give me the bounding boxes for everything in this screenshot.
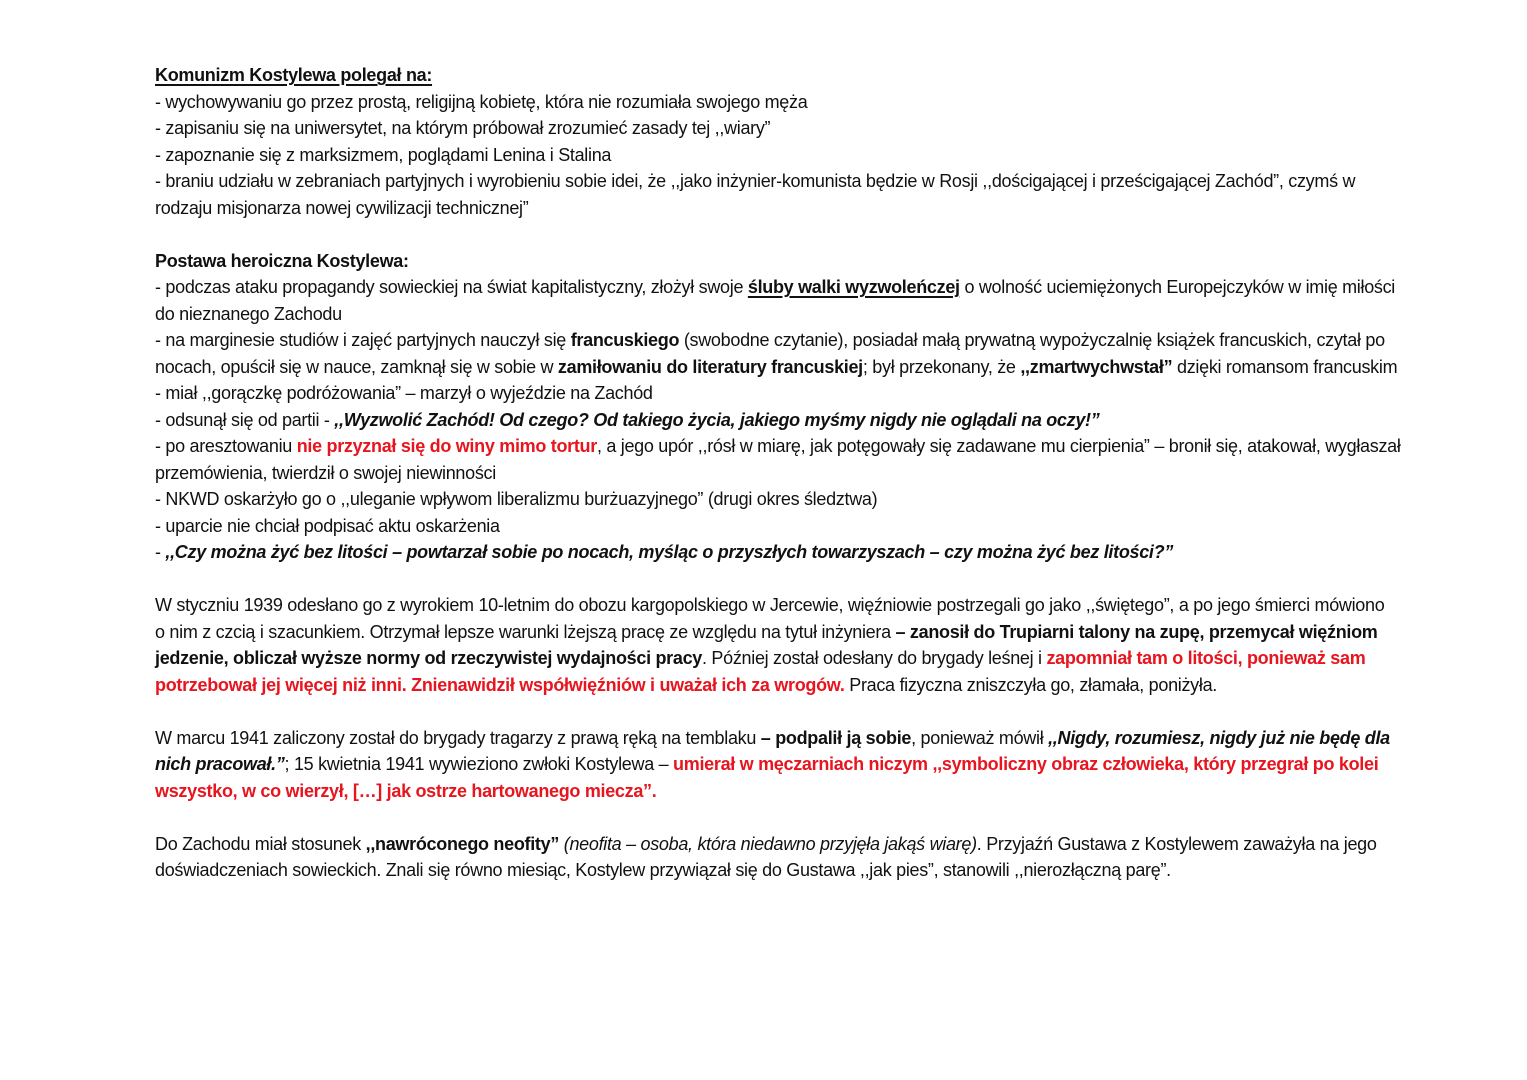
text-line: [155, 142, 1472, 169]
text-line: [155, 460, 1472, 487]
red-highlighted-text: wszystko, w co wierzył, […] jak ostrze hartowanego miecza”.: [155, 780, 657, 801]
text-segment: - braniu udziału w zebraniach partyjnych i wyrobieniu sobie idei, że ,,jako inżynier-komunista będzie w Rosji ,,dościgającej i prześcigającej Zachód”, czymś w: [155, 171, 1356, 191]
text-segment: (neofita – osoba, która niedawno przyjęła jakąś wiarę): [563, 833, 977, 854]
text-segment: Komunizm Kostylewa polegał na:: [155, 65, 433, 85]
text-segment: , a jego upór ,,rósł w miarę, jak potęgowały się zadawane mu cierpienia” – bronił się, atakował, wygłaszał: [596, 436, 1401, 456]
text-segment: ,,nawróconego neofity”: [365, 833, 560, 854]
text-segment: ,,Czy można żyć bez litości – powtarzał sobie po nocach, myśląc o przyszłych towarzyszach – czy można żyć bez litości?”: [165, 542, 1174, 562]
text-segment: (swobodne czytanie), posiadał małą prywatną wypożyczalnię książek francuskich, czytał po: [679, 330, 1385, 350]
text-segment: Postawa heroiczna Kostylewa:: [155, 250, 409, 271]
text-segment: do nieznanego Zachodu: [155, 303, 342, 324]
text-segment: , ponieważ mówił: [911, 727, 1049, 748]
text-line: [155, 778, 1472, 805]
text-segment: nich pracował.”: [155, 754, 285, 774]
text-line: [155, 539, 1472, 566]
text-segment: – podpalił ją sobie: [760, 727, 912, 748]
paragraph: [155, 62, 1472, 221]
red-highlighted-text: umierał w męczarniach niczym ,,symboliczny obraz człowieka, który przegrał po kolei: [673, 754, 1379, 774]
text-segment: . Później został odesłany do brygady leśnej i: [702, 648, 1047, 668]
text-segment: ,,Nigdy, rozumiesz, nigdy już nie będę dla: [1048, 727, 1390, 748]
text-line: [155, 380, 1472, 407]
text-segment: -: [155, 542, 166, 562]
text-segment: W marcu 1941 zaliczony został do brygady tragarzy z prawą ręką na temblaku: [155, 727, 761, 748]
text-segment: śluby walki wyzwoleńczej: [747, 277, 960, 297]
text-segment: W styczniu 1939 odesłano go z wyrokiem 10-letnim do obozu kargopolskiego w Jercewie, więźniowie postrzegali go jako ,,świętego”, a po jego śmierci mówiono: [155, 595, 1385, 615]
text-segment: rodzaju misjonarza nowej cywilizacji technicznej”: [155, 197, 529, 218]
text-line: [155, 195, 1472, 222]
text-segment: - zapisaniu się na uniwersytet, na którym próbował zrozumieć zasady tej ,,wiary”: [155, 118, 771, 138]
text-segment: ; był przekonany, że: [862, 356, 1021, 377]
text-segment: o wolność uciemiężonych Europejczyków w imię miłości: [959, 277, 1396, 297]
paragraph: [155, 592, 1472, 698]
text-line: [155, 89, 1472, 116]
text-line: [155, 62, 1472, 89]
text-line: [155, 248, 1472, 275]
text-segment: - po aresztowaniu: [155, 436, 297, 456]
text-line: [155, 751, 1472, 778]
text-line: [155, 327, 1472, 354]
red-highlighted-text: zapomniał tam o litości, ponieważ sam: [1046, 648, 1366, 668]
text-line: [155, 407, 1472, 434]
text-segment: przemówienia, twierdził o swojej niewinności: [155, 462, 496, 483]
document-body: [155, 62, 1472, 884]
text-segment: doświadczeniach sowieckich. Znali się równo miesiąc, Kostylew przywiązał się do Gustawa ,,jak pies”, stanowili ,,nierozłączną parę”.: [155, 860, 1171, 880]
red-highlighted-text: nie przyznał się do winy mimo tortur: [296, 436, 597, 456]
text-segment: francuskiego: [570, 330, 680, 350]
text-line: [155, 274, 1472, 301]
text-segment: - na marginesie studiów i zajęć partyjnych nauczył się: [155, 330, 571, 350]
text-line: [155, 725, 1472, 752]
text-segment: dzięki romansom francuskim: [1172, 356, 1398, 377]
text-segment: nocach, opuścił się w nauce, zamknął się w sobie w: [155, 356, 558, 377]
text-line: [155, 619, 1472, 646]
text-segment: . Przyjaźń Gustawa z Kostylewem zaważyła na jego: [976, 833, 1377, 854]
text-line: [155, 115, 1472, 142]
red-highlighted-text: potrzebował jej więcej niż inni. Znienawidził współwięźniów i uważał ich za wrogów.: [155, 674, 845, 695]
text-segment: jedzenie, obliczał wyższe normy od rzeczywistej wydajności pracy: [155, 648, 703, 668]
text-line: [155, 486, 1472, 513]
text-segment: o nim z czcią i szacunkiem. Otrzymał lepsze warunki lżejszą pracę ze względu na tytuł inżyniera: [155, 621, 896, 642]
text-segment: - odsunął się od partii -: [155, 409, 335, 430]
text-segment: Praca fizyczna zniszczyła go, złamała, poniżyła.: [844, 674, 1217, 695]
text-line: [155, 433, 1472, 460]
text-segment: ,,Wyzwolić Zachód! Od czego? Od takiego życia, jakiego myśmy nigdy nie oglądali na oczy!”: [334, 409, 1100, 430]
paragraph: [155, 725, 1472, 805]
text-segment: - zapoznanie się z marksizmem, poglądami Lenina i Stalina: [155, 144, 612, 165]
text-line: [155, 672, 1472, 699]
paragraph: [155, 248, 1472, 566]
text-segment: - uparcie nie chciał podpisać aktu oskarżenia: [155, 515, 500, 536]
text-line: [155, 354, 1472, 381]
text-segment: - wychowywaniu go przez prostą, religijną kobietę, która nie rozumiała swojego męża: [155, 91, 808, 112]
text-segment: ; 15 kwietnia 1941 wywieziono zwłoki Kostylewa –: [284, 754, 674, 774]
text-segment: - miał ,,gorączkę podróżowania” – marzył o wyjeździe na Zachód: [155, 383, 653, 403]
paragraph: [155, 831, 1472, 884]
text-segment: ,,zmartwychwstał”: [1020, 356, 1173, 377]
text-segment: - podczas ataku propagandy sowieckiej na świat kapitalistyczny, złożył swoje: [155, 277, 748, 297]
text-segment: zamiłowaniu do literatury francuskiej: [557, 356, 863, 377]
text-line: [155, 831, 1472, 858]
text-line: [155, 301, 1472, 328]
text-segment: - NKWD oskarżyło go o ,,uleganie wpływom liberalizmu burżuazyjnego” (drugi okres śledztwa): [155, 489, 878, 509]
text-line: [155, 645, 1472, 672]
text-segment: – zanosił do Trupiarni talony na zupę, przemycał więźniom: [895, 621, 1378, 642]
text-line: [155, 513, 1472, 540]
text-line: [155, 592, 1472, 619]
text-line: [155, 168, 1472, 195]
text-line: [155, 857, 1472, 884]
text-segment: Do Zachodu miał stosunek: [155, 833, 366, 854]
